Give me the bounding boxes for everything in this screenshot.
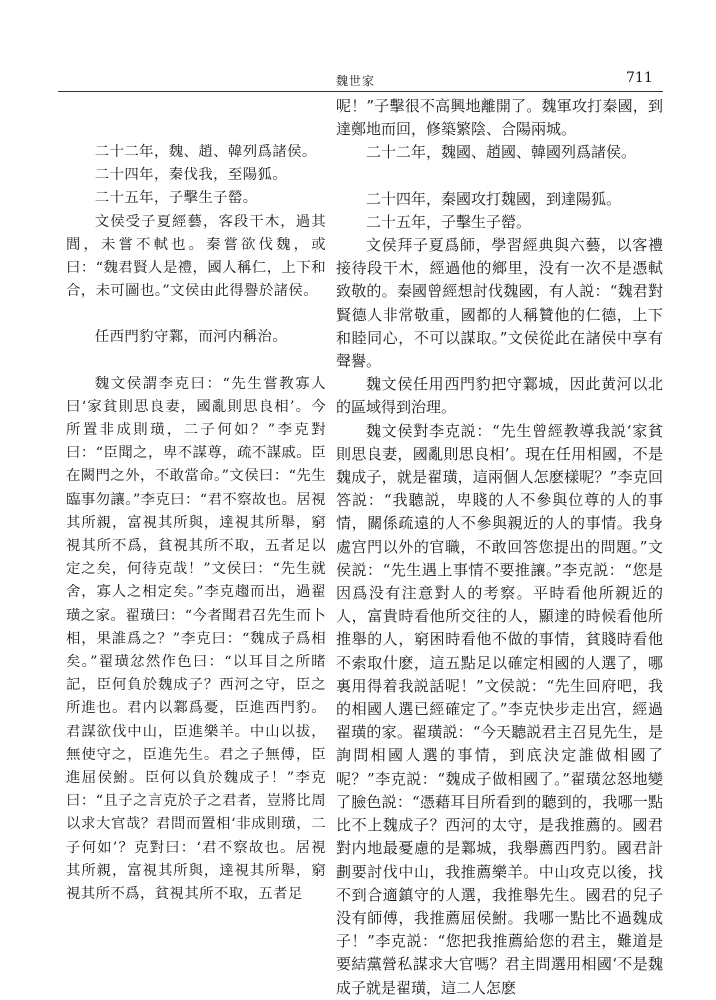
text-paragraph: 呢！”子擊很不高興地離開了。魏軍攻打秦國，到達鄭地而回，修築繁陰、合陽兩城。 (336, 97, 663, 139)
text-paragraph: 魏文侯對李克説：“先生曾經教導我説‘家貧則思良妻，國亂則思良相’。現在任用相國，不是魏成子，就是翟璜，這兩個人怎麽樣呢？”李克回答説：“我聽説，卑賤的人不參與位尊的人的事情，關係疏遠的人不參與親近的人的事情。我身處宫門以外的官職，不敢回答您提出的問題。”文侯説：“先生遇上事情不要推讓。”李克説：“您是因爲没有注意對人的考察。平時看他所親近的人，富貴時看他所交往的人，顯達的時候看他所推舉的人，窮困時看他不做的事情，貧賤時看他不索取什麽，這五點足以確定相國的人選了，哪裏用得着我説話呢！”文侯説：“先生回府吧，我的相國人選已經確定了。”李克快步走出宫，經過翟璜的家。翟璜説：“今天聽説君主召見先生，是詢問相國人選的事情，到底決定誰做相國了呢？”李克説：“魏成子做相國了。”翟璜忿怒地變了臉色説：“憑藉耳目所看到的聽到的，我哪一點比不上魏成子？西河的太守，是我推薦的。國君對内地最憂慮的是鄴城，我舉薦西門豹。國君計劃要討伐中山，我推薦樂羊。中山攻克以後，找不到合適鎮守的人選，我推舉先生。國君的兒子没有師傅，我推薦屈侯鮒。我哪一點比不過魏成子！”李克説：“您把我推薦給您的君主，難道是要結黨營私謀求大官嗎？君主問選用相國‘不是魏成子就是翟璜，這二人怎麽 (336, 421, 663, 997)
text-paragraph: 文侯受子夏經藝，客段干木，過其閭，未嘗不軾也。秦嘗欲伐魏，或曰：“魏君賢人是禮，國人稱仁，上下和合，未可圖也。”文侯由此得譽於諸侯。 (66, 213, 326, 300)
text-paragraph: 魏文侯謂李克曰：“先生嘗教寡人曰‘家貧則思良妻，國亂則思良相’。今所置非成則璜，二子何如？”李克對曰：“臣聞之，卑不謀尊，疏不謀戚。臣在闕門之外，不敢當命。”文侯曰：“先生臨事勿讓。”李克曰：“君不察故也。居視其所親，富視其所與，達視其所舉，窮視其所不爲，貧視其所不取，五者足以定之矣，何待克哉！”文侯曰：“先生就舍，寡人之相定矣。”李克趨而出，過翟璜之家。翟璜曰：“今者聞君召先生而卜相，果誰爲之？”李克曰：“魏成子爲相矣。”翟璜忿然作色曰：“以耳目之所睹記，臣何負於魏成子？西河之守，臣之所進也。君内以鄴爲憂，臣進西門豹。君謀欲伐中山，臣進樂羊。中山以拔，無使守之，臣進先生。君之子無傅，臣進屈侯鮒。臣何以負於魏成子！”李克曰：“且子之言克於子之君者，豈將比周以求大官哉？君問而置相‘非成則璜，二子何如’？克對曰：‘君不察故也。居視其所親，富視其所與，達視其所舉，窮視其所不爲，貧視其所不取，五者足 (66, 375, 326, 903)
text-paragraph: 二十二年，魏國、趙國、韓國列爲諸侯。 (366, 143, 637, 162)
text-paragraph: 二十二年，魏、趙、韓列爲諸侯。 (94, 144, 317, 160)
translation-text-column (336, 95, 663, 1000)
paragraph-spacer (66, 350, 326, 373)
text-paragraph: 二十四年，秦國攻打魏國，到達陽狐。 (366, 189, 622, 208)
text-paragraph: 二十五年，子擊生子罃。 (94, 190, 258, 207)
paragraph-spacer (336, 165, 663, 188)
text-paragraph: 魏文侯任用西門豹把守鄴城，因此黄河以北的區域得到治理。 (336, 375, 663, 417)
header-rule (58, 91, 663, 92)
page-number: 711 (626, 70, 653, 86)
text-paragraph: 二十五年，子擊生子罃。 (366, 212, 532, 231)
text-paragraph: 任西門豹守鄴，而河内稱治。 (94, 329, 288, 346)
paragraph-spacer (66, 303, 326, 326)
paragraph-spacer (66, 95, 326, 118)
classical-text-column (66, 95, 326, 906)
text-paragraph: 二十四年，秦伐我，至陽狐。 (94, 167, 288, 184)
paragraph-spacer (66, 118, 326, 141)
running-header-title: 魏世家 (336, 74, 376, 88)
text-paragraph: 文侯拜子夏爲師，學習經典與六藝，以客禮接待段干木，經過他的鄉里，没有一次不是憑軾致敬的。秦國曾經想討伐魏國，有人説：“魏君對賢德人非常敬重，國都的人稱贊他的仁德，上下和睦同心，不可以謀取。”文侯從此在諸侯中享有聲譽。 (336, 236, 663, 371)
